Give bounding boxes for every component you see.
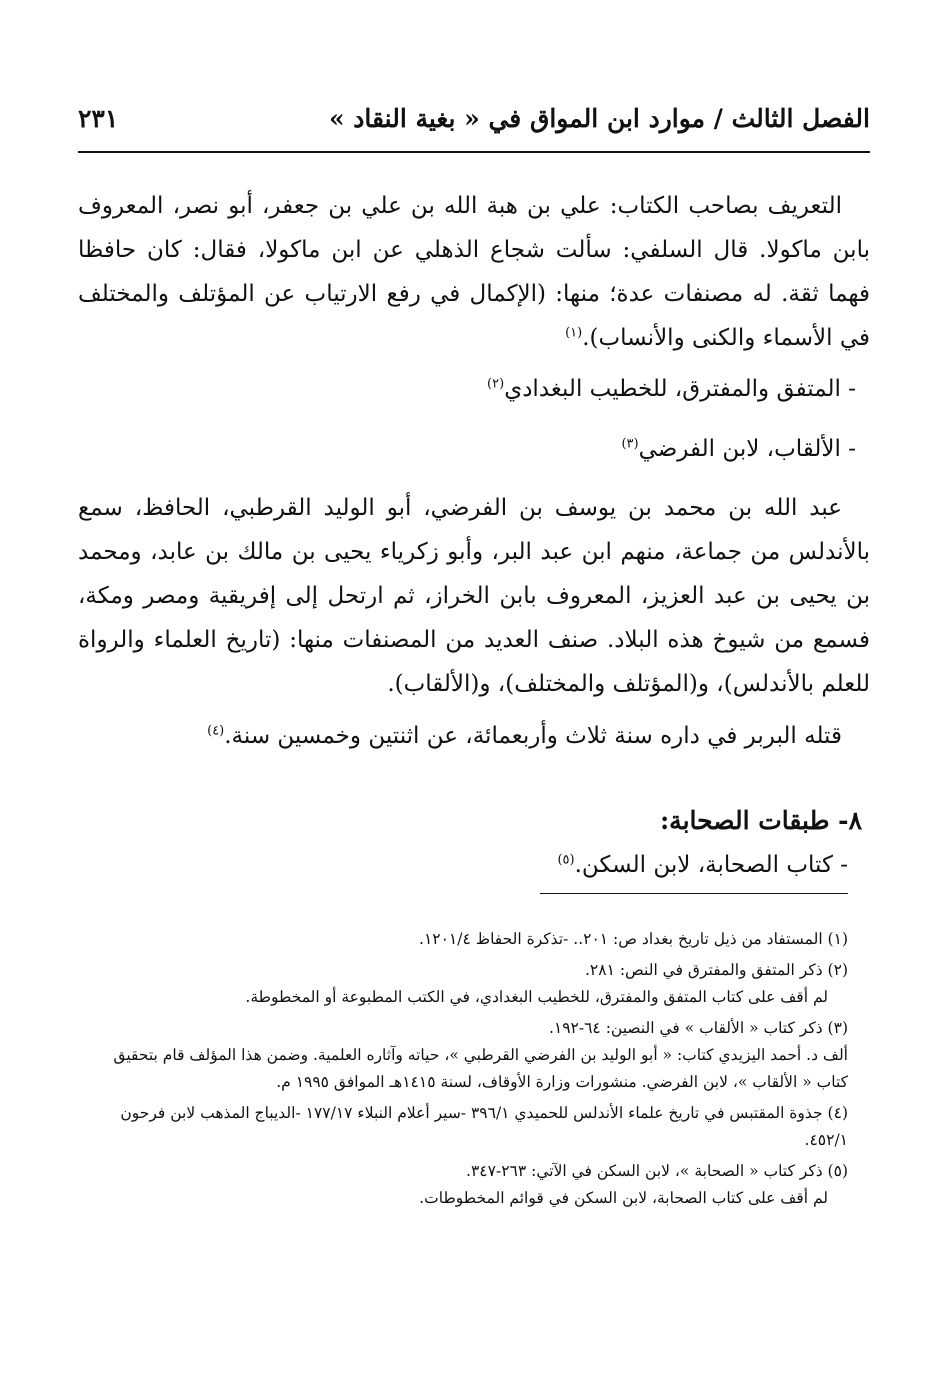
list-item-text: - المتفق والمفترق، للخطيب البغدادي xyxy=(504,376,856,402)
footnote-2: (٢) ذكر المتفق والمفترق في النص: ٢٨١. لم أقف على كتاب المتفق والمفترق، للخطيب البغدادي، في الكتب المطبوعة أو المخطوطة. xyxy=(78,957,848,1011)
footnote-2-comment: لم أقف على كتاب المتفق والمفترق، للخطيب البغدادي، في الكتب المطبوعة أو المخطوطة. xyxy=(245,988,828,1006)
running-header xyxy=(78,104,870,144)
footnote-separator xyxy=(540,893,848,894)
footnote-ref: (٣) xyxy=(621,436,639,452)
paragraph-death xyxy=(78,714,870,758)
footnote-5: (٥) ذكر كتاب « الصحابة »، لابن السكن في الآتي: ٢٦٣-٣٤٧. لم أقف على كتاب الصحابة، لابن السكن في قوائم المخطوطات. xyxy=(78,1158,848,1212)
list-item-text: - كتاب الصحابة، لابن السكن. xyxy=(574,852,848,878)
footnote-3-comment: ألف د. أحمد اليزيدي كتاب: « أبو الوليد بن الفرضي القرطبي »، حياته وآثاره العلمية. وضمن هذا المؤلف قام بتحقيق كتاب « الألقاب »، لابن الفرضي. منشورات وزارة الأوقاف، لسنة ١٤١٥هـ الموافق ١٩٩٥ م. xyxy=(113,1046,848,1091)
footnote-ref: (٤) xyxy=(207,723,225,739)
footnotes xyxy=(78,926,848,1216)
paragraph-ibn-alfaradi xyxy=(78,486,870,706)
footnote-3: (٣) ذكر كتاب « الألقاب » في النصين: ٦٤-١٩٢. ألف د. أحمد اليزيدي كتاب: « أبو الوليد بن الفرضي القرطبي »، حياته وآثاره العلمية. وضمن هذا المؤلف قام بتحقيق كتاب « الألقاب »، لابن الفرضي. منشورات وزارة الأوقاف، لسنة ١٤١٥هـ الموافق ١٩٩٥ م. xyxy=(78,1015,848,1096)
footnote-ref: (١) xyxy=(565,325,583,341)
footnote-ref: (٢) xyxy=(487,376,505,392)
header-rule xyxy=(78,151,870,153)
page-number: ٢٣١ xyxy=(78,104,119,133)
paragraph-text: التعريف بصاحب الكتاب: علي بن هبة الله بن علي بن جعفر، أبو نصر، المعروف بابن ماكولا. قال السلفي: سألت شجاع الذهلي عن ابن ماكولا، فقال: كان حافظا فهما ثقة. له مصنفات عدة؛ منها: (الإكمال في رفع الارتياب عن المؤتلف والمختلف في الأسماء والكنى والأنساب). xyxy=(78,193,870,351)
list-item-alqab xyxy=(78,427,870,471)
list-item-text: - الألقاب، لابن الفرضي xyxy=(638,436,856,462)
section-list-item xyxy=(557,852,848,878)
footnote-4: (٤) جذوة المقتبس في تاريخ علماء الأندلس للحميدي ٣٩٦/١ -سير أعلام النبلاء ١٧٧/١٧ -الديباج المذهب لابن فرحون ٤٥٢/١. xyxy=(120,1104,848,1149)
footnote-5-comment: لم أقف على كتاب الصحابة، لابن السكن في قوائم المخطوطات. xyxy=(419,1189,828,1207)
paragraph-text: عبد الله بن محمد بن يوسف بن الفرضي، أبو الوليد القرطبي، الحافظ، سمع بالأندلس من جماعة، منهم ابن عبد البر، وأبو زكرياء يحيى بن مالك بن عابد، ومحمد بن يحيى بن عبد العزيز، المعروف بابن الخراز، ثم ارتحل إلى إفريقية ومصر ومكة، فسمع من شيوخ هذه البلاد. صنف العديد من المصنفات منها: (تاريخ العلماء والرواة للعلم بالأندلس)، و(المؤتلف والمختلف)، و(الألقاب). xyxy=(78,495,870,697)
section-heading: ٨- طبقات الصحابة: xyxy=(659,806,862,835)
paragraph-author-intro xyxy=(78,184,870,360)
list-item-muttafaq xyxy=(78,367,870,411)
footnote-ref: (٥) xyxy=(557,852,575,868)
footnote-1: (١) المستفاد من ذيل تاريخ بغداد ص: ٢٠١.. -تذكرة الحفاظ ١٢٠١/٤. xyxy=(419,930,848,948)
paragraph-text: قتله البربر في داره سنة ثلاث وأربعمائة، عن اثنتين وخمسين سنة. xyxy=(224,723,842,749)
chapter-title: الفصل الثالث / موارد ابن المواق في « بغية النقاد » xyxy=(328,104,870,133)
